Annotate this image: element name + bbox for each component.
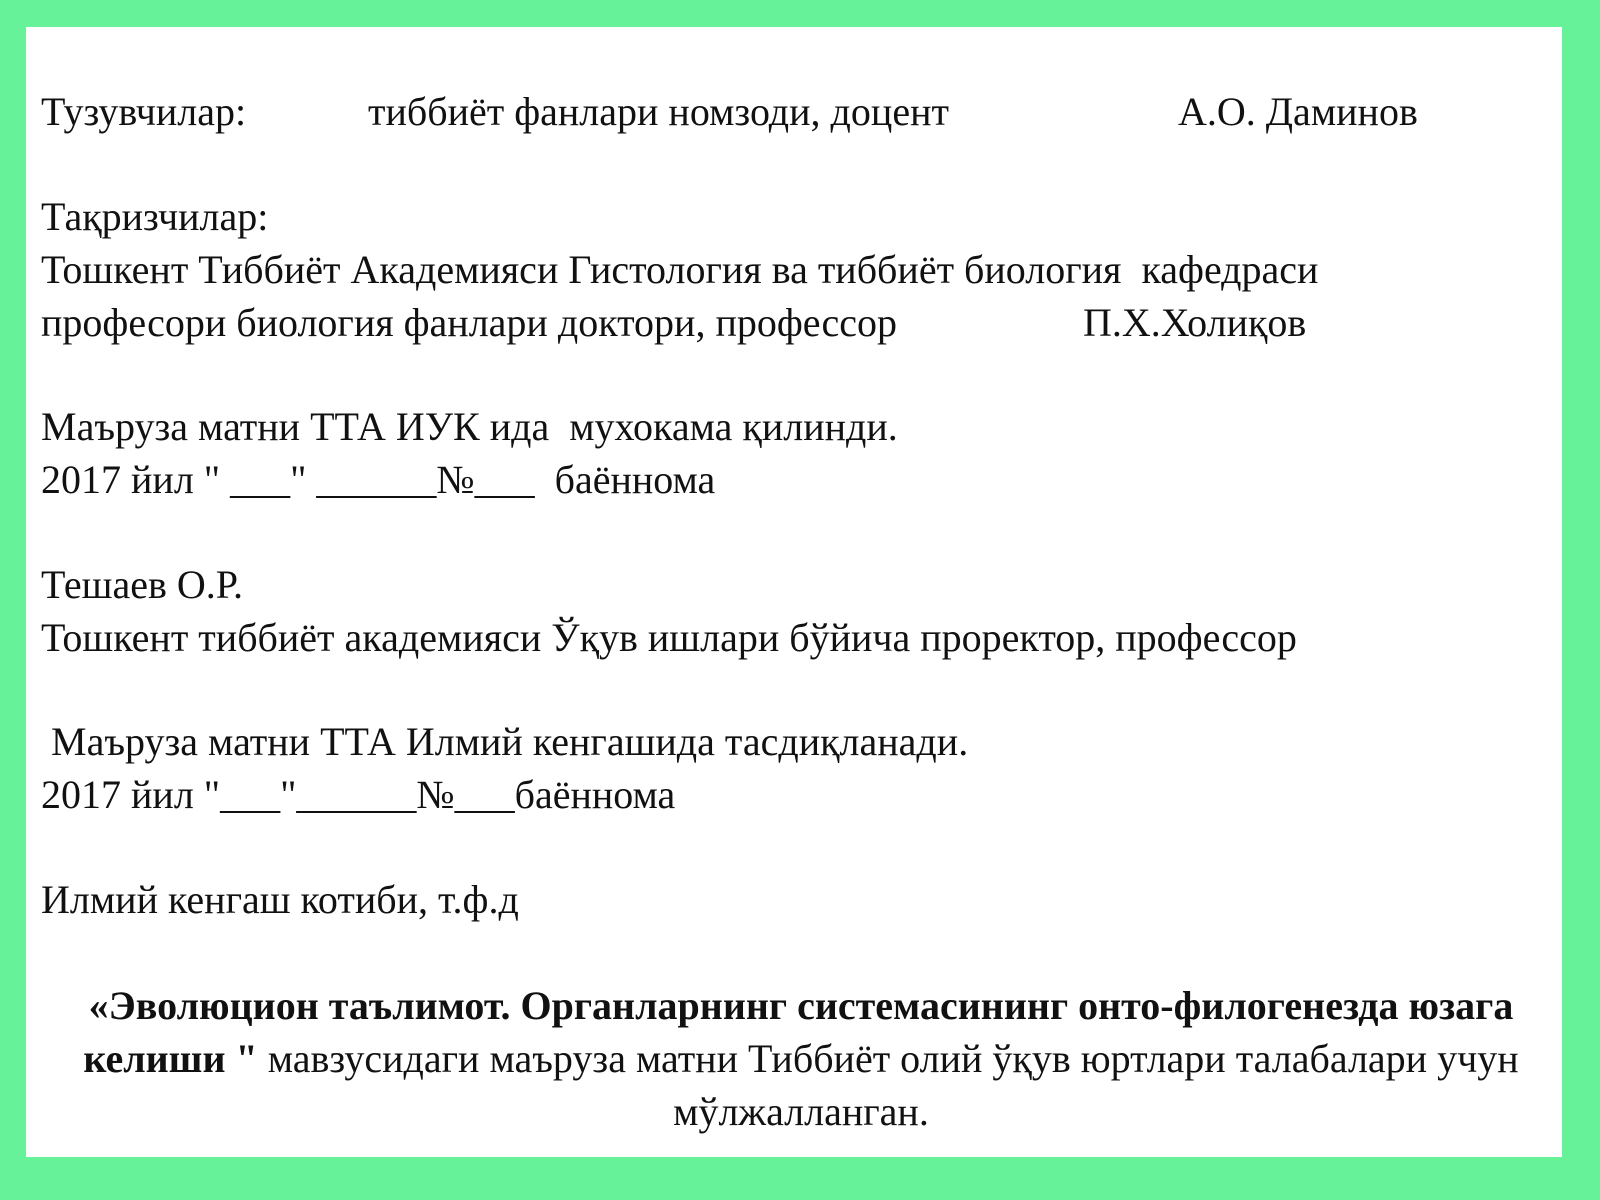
- approval-protocol-line: 2017 йил "___"______№___баённома: [41, 772, 676, 817]
- compilers-row: [41, 89, 1541, 135]
- discussion-protocol-line: 2017 йил " ___" ______№___ баённома: [41, 457, 716, 502]
- reviewers-label: Тақризчилар:: [41, 194, 269, 239]
- compilers-title: тиббиёт фанлари номзоди, доцент: [368, 89, 949, 134]
- reviewer-organization: Тошкент Тиббиёт Академияси Гистология ва тиббиёт биология кафедраси: [41, 247, 1319, 292]
- discussion-statement: Маъруза матни ТТА ИУК ида мухокама қилинди.: [41, 404, 898, 449]
- council-secretary-line: Илмий кенгаш котиби, т.ф.д: [41, 877, 519, 922]
- lecture-audience-text: мавзусидаги маъруза матни Тиббиёт олий ўқув юртлари талабалари учун мўлжалланган.: [257, 1036, 1519, 1134]
- second-reviewer-name: Тешаев О.Р.: [41, 562, 243, 607]
- document-page: [26, 27, 1562, 1157]
- approval-statement: Маъруза матни ТТА Илмий кенгашида тасдиқланади.: [41, 719, 969, 764]
- reviewer-title: професори биология фанлари доктори, профессор: [41, 300, 898, 345]
- second-reviewer-position: Тошкент тиббиёт академияси Ўқув ишлари бўйича проректор, профессор: [41, 615, 1297, 660]
- reviewer-name: П.Х.Холиқов: [1083, 300, 1307, 345]
- reviewer-title-row: [41, 300, 1541, 346]
- lecture-purpose-statement: [66, 979, 1536, 1138]
- compilers-label: Тузувчилар:: [41, 89, 247, 134]
- lecture-topic-title: «Эволюцион таълимот. Органларнинг системасининг онто-филогенезда юзага келиши ": [83, 983, 1514, 1081]
- compilers-name: А.О. Даминов: [1178, 89, 1418, 134]
